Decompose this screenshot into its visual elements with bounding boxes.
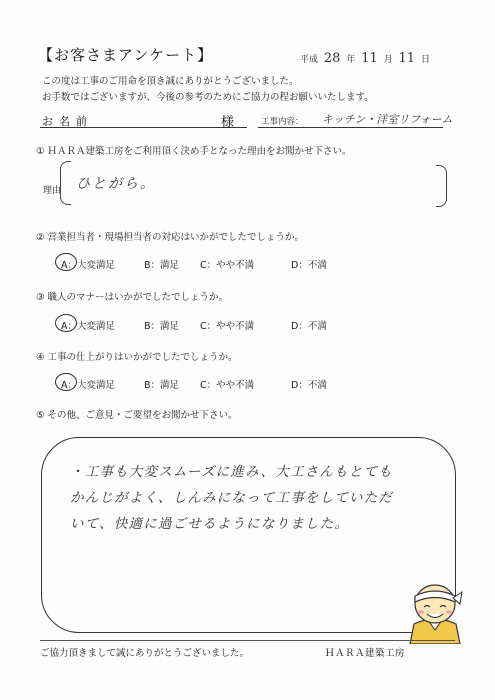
comment-line-1: ・工事も大変スムーズに進み、大工さんもとても [70, 464, 393, 480]
comment-line-2: かんじがよく、しんみになって工事をしていただ [70, 490, 394, 506]
date-year: 28 [323, 51, 341, 66]
work-underline [258, 127, 443, 128]
work-label: 工事内容： [261, 117, 304, 127]
company-name: ＨＡＲＡ建築工房 [325, 648, 406, 659]
survey-date [300, 51, 430, 66]
date-month-unit: 月 [383, 55, 393, 65]
date-day: 11 [398, 51, 416, 66]
option-a-q2: A：大変満足 [61, 260, 115, 271]
question-2: ② 営業担当者・現場担当者の対応はいかがでしたでしょうか。 [36, 232, 305, 243]
survey-title: 【お客さまアンケート】 [38, 46, 214, 64]
option-c-q4: C：やや不満 [200, 380, 255, 391]
option-b-q2: B：満足 [144, 260, 180, 271]
intro-line-1: この度は工事のご用命を頂き誠にありがとうございました。 [42, 76, 299, 87]
intro-line-2: お手数ではございますが、今後の参考のためにご協力の程お願いいたします。 [42, 92, 374, 103]
option-d-q2: D：不満 [291, 260, 327, 271]
option-a-q4: A：大変満足 [61, 380, 115, 391]
honorific: 様 [221, 115, 235, 130]
option-d-q4: D：不満 [291, 380, 327, 391]
footer-divider [40, 640, 455, 641]
option-c-q2: C：やや不満 [200, 260, 255, 271]
question-1: ① ＨＡＲＡ建築工房をご利用頂く決め手となった理由をお聞かせ下さい。 [36, 146, 352, 157]
question-4: ④ 工事の仕上がりはいかがでしたでしょうか。 [36, 352, 238, 363]
reason-bracket-right [436, 165, 447, 207]
option-c-q3: C：やや不満 [200, 321, 255, 332]
footer-thanks: ご協力頂きまして誠にありがとうございました。 [40, 648, 250, 659]
option-b-q3: B：満足 [144, 321, 180, 332]
name-label: お名前 [42, 115, 93, 128]
reason-bracket-left [60, 161, 71, 205]
comment-line-3: いて、快適に過ごせるようになりました。 [70, 516, 350, 532]
option-b-q4: B：満足 [144, 380, 180, 391]
reason-label: 理由 [43, 186, 62, 196]
date-era: 平成 [300, 55, 319, 65]
name-underline [40, 127, 247, 128]
question-5: ⑤ その他、ご意見・ご要望をお聞かせ下さい。 [36, 410, 238, 421]
question-3: ③ 職人のマナーはいかがでしたでしょうか。 [36, 292, 229, 303]
option-a-q3: A：大変満足 [61, 321, 115, 332]
option-d-q3: D：不満 [291, 321, 327, 332]
work-value: キッチン・洋室リフォーム [322, 113, 453, 126]
date-year-unit: 年 [346, 55, 356, 65]
mascot-carpenter-icon [404, 574, 466, 644]
date-day-unit: 日 [420, 55, 430, 65]
date-month: 11 [361, 51, 378, 66]
reason-answer: ひとがら。 [76, 176, 156, 192]
